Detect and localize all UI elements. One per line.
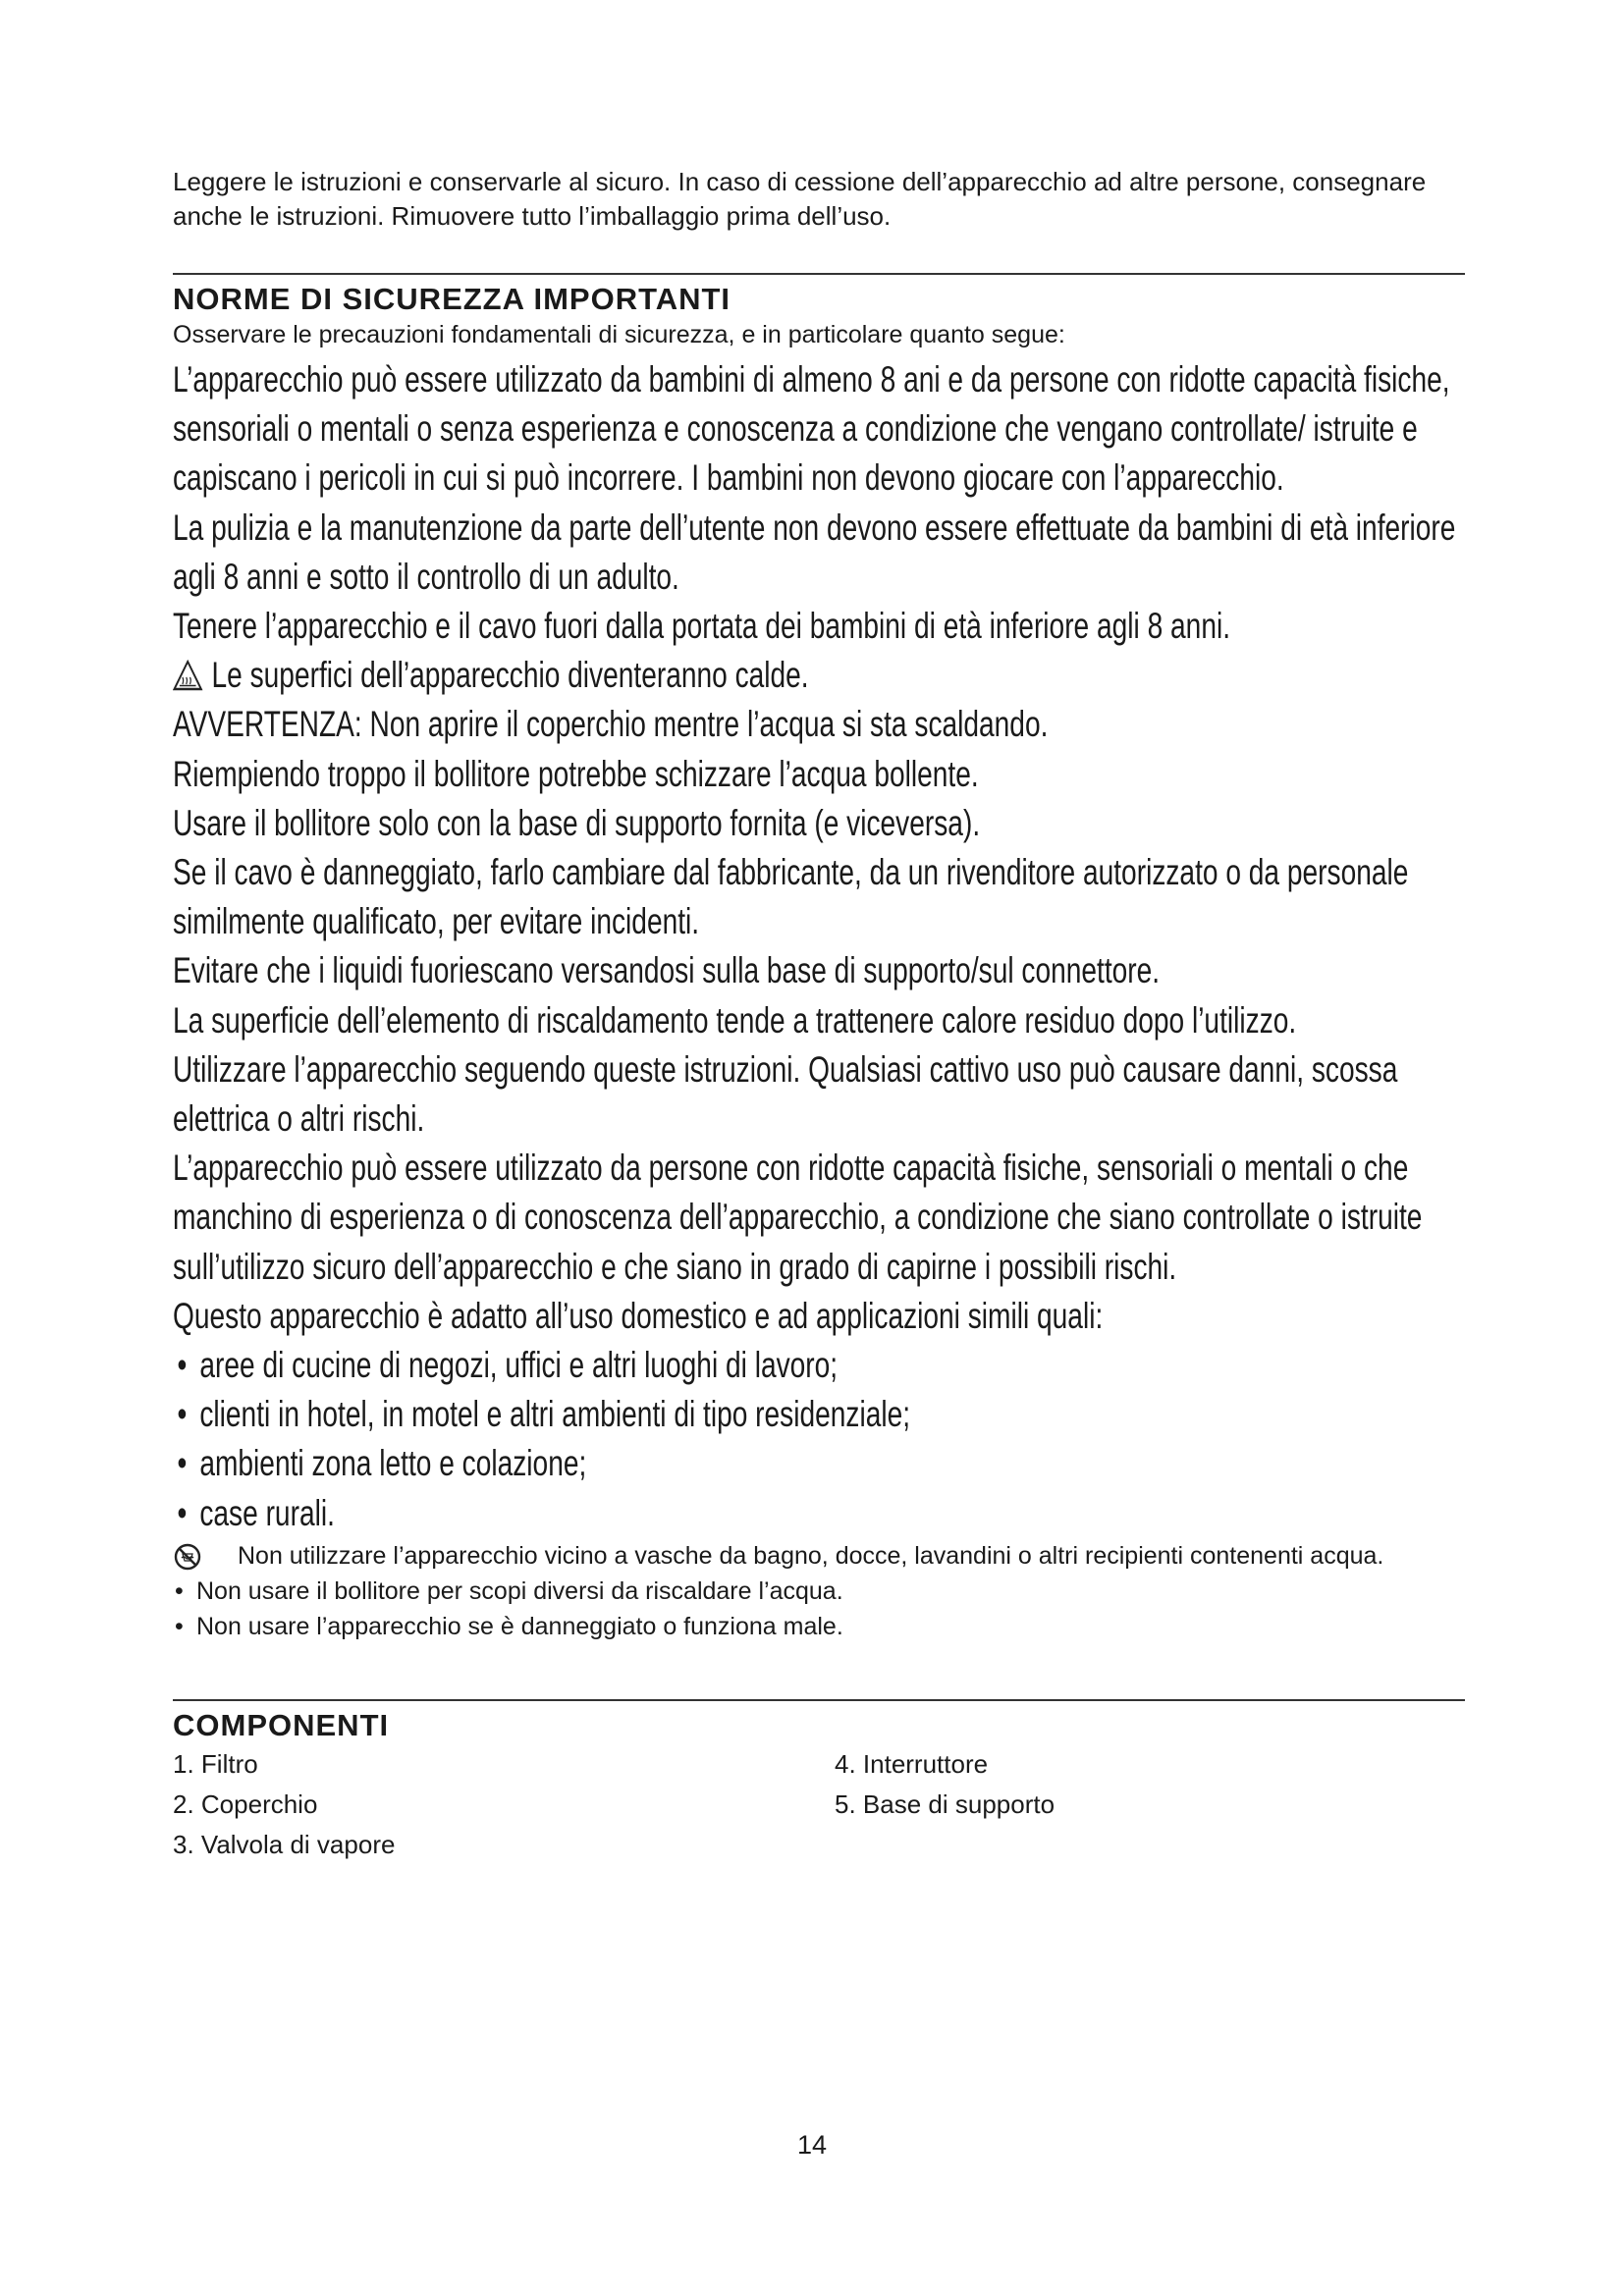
safety-paragraph: Tenere l’apparecchio e il cavo fuori dalla portata dei bambini di età inferiore agli 8 anni. [173, 606, 1231, 647]
page-number: 14 [796, 2130, 828, 2160]
intro-text: Leggere le istruzioni e conservarle al sicuro. In caso di cessione dell’apparecchio ad altre persone, consegnare anche le istruzioni. Rimuovere tutto l’imballaggio prima dell’uso. [173, 167, 1427, 231]
list-item: • case rurali. [173, 1489, 1465, 1538]
components-column-2 [835, 1744, 1055, 1865]
components-column-1 [173, 1744, 835, 1865]
list-item: • Non usare l’apparecchio se è danneggiato o funziona male. [173, 1609, 1465, 1644]
section-divider [173, 1699, 1465, 1701]
component-item: 5. Base di supporto [835, 1789, 1056, 1819]
components-heading: COMPONENTI [173, 1707, 390, 1742]
component-item: 2. Coperchio [173, 1789, 318, 1819]
hot-surface-warning [173, 651, 1465, 700]
component-item: 3. Valvola di vapore [173, 1829, 396, 1859]
hot-surface-text: Le superfici dell’apparecchio diventeranno calde. [211, 655, 809, 696]
component-item: 4. Interruttore [835, 1748, 989, 1779]
safety-paragraph: Usare il bollitore solo con la base di supporto fornita (e viceversa). [173, 802, 981, 843]
safety-paragraph: Riempiendo troppo il bollitore potrebbe schizzare l’acqua bollente. [173, 753, 979, 794]
safety-instructions [173, 355, 1465, 1538]
components-list [173, 1744, 1465, 1865]
list-item: • Non usare il bollitore per scopi diversi da riscaldare l’acqua. [173, 1574, 1465, 1609]
hot-surface-icon [173, 660, 202, 691]
component-item: 1. Filtro [173, 1748, 258, 1779]
safety-paragraph: Se il cavo è danneggiato, farlo cambiare dal fabbricante, da un rivenditore autorizzato o da personale similmente qualificato, per evitare incidenti. [173, 852, 1409, 942]
list-item: • aree di cucine di negozi, uffici e altri luoghi di lavoro; [173, 1341, 1465, 1390]
safety-paragraph: L’apparecchio può essere utilizzato da bambini di almeno 8 ani e da persone con ridotte capacità fisiche, sensoriali o mentali o senza esperienza e conoscenza a condizione che vengano controllate/ istruite e capiscano i pericoli in cui si può incorrere. I bambini non devono giocare con l’apparecchio. [173, 359, 1450, 499]
no-water-text: Non utilizzare l’apparecchio vicino a vasche da bagno, docce, lavandini o altri recipienti contenenti acqua. [238, 1541, 1384, 1570]
safety-heading: NORME DI SICUREZZA IMPORTANTI [173, 282, 731, 316]
safety-paragraph: Utilizzare l’apparecchio seguendo queste istruzioni. Qualsiasi cattivo uso può causare danni, scossa elettrica o altri rischi. [173, 1048, 1398, 1140]
safety-paragraph: La superficie dell’elemento di riscaldamento tende a trattenere calore residuo dopo l’utilizzo. [173, 999, 1297, 1041]
list-item: • ambienti zona letto e colazione; [173, 1439, 1465, 1488]
no-water-warning [173, 1538, 1465, 1574]
list-item: • clienti in hotel, in motel e altri ambienti di tipo residenziale; [173, 1390, 1465, 1439]
safety-subtitle: Osservare le precauzioni fondamentali di sicurezza, e in particolare quanto segue: [173, 321, 1065, 348]
manual-page [173, 165, 1465, 1865]
safety-paragraph: Evitare che i liquidi fuoriescano versandosi sulla base di supporto/sul connettore. [173, 950, 1161, 991]
section-divider [173, 273, 1465, 275]
safety-paragraph: Questo apparecchio è adatto all’uso domestico e ad applicazioni simili quali: [173, 1295, 1104, 1336]
additional-warnings [173, 1538, 1465, 1644]
no-water-icon [173, 1542, 202, 1572]
safety-paragraph: AVVERTENZA: Non aprire il coperchio mentre l’acqua si sta scaldando. [173, 704, 1049, 745]
safety-paragraph: La pulizia e la manutenzione da parte dell’utente non devono essere effettuate da bambini di età inferiore agli 8 anni e sotto il controllo di un adulto. [173, 507, 1456, 597]
safety-paragraph: L’apparecchio può essere utilizzato da persone con ridotte capacità fisiche, sensoriali o mentali o che manchino di esperienza o di conoscenza dell’apparecchio, a condizione che siano controllate o istruite sull’utilizzo sicuro dell’apparecchio e che siano in grado di capirne i possibili rischi. [173, 1148, 1423, 1287]
